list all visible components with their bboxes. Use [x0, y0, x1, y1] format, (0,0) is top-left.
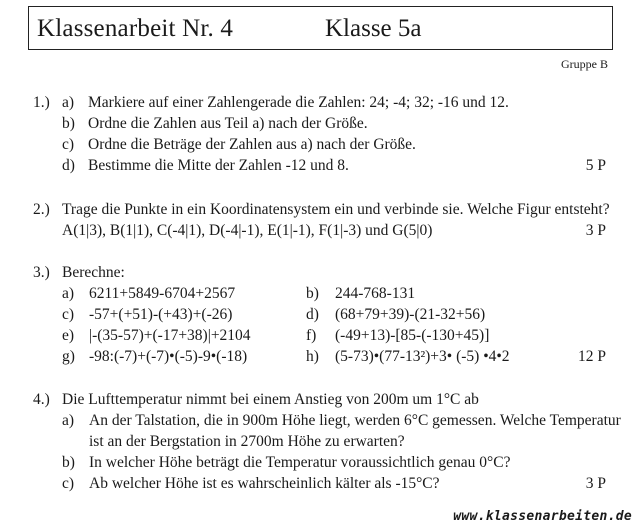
task-4c-label: c) — [62, 475, 75, 492]
task-3b-label: b) — [306, 285, 319, 302]
task-3f-label: f) — [306, 327, 317, 344]
task-3h-label: h) — [306, 348, 319, 365]
task-1a-text: Markiere auf einer Zahlengerade die Zahlen: 24; -4; 32; -16 und 12. — [88, 94, 509, 111]
task-1-points: 5 P — [585, 157, 606, 174]
task-3d-label: d) — [306, 306, 319, 323]
task-2-line-2: A(1|3), B(1|1), C(-4|1), D(-4|-1), E(1|-1), F(1|-3) und G(5|0) — [62, 222, 433, 239]
task-3g-label: g) — [62, 348, 75, 365]
task-1c-label: c) — [62, 136, 75, 153]
task-1a-label: a) — [62, 94, 75, 111]
task-3h-text: (5-73)•(77-13²)+3• (-5) •4•2 — [335, 348, 510, 365]
task-4a-label: a) — [62, 412, 75, 429]
task-4-intro: Die Lufttemperatur nimmt bei einem Anstieg von 200m um 1°C ab — [62, 391, 479, 408]
task-1b-text: Ordne die Zahlen aus Teil a) nach der Größe. — [88, 115, 368, 132]
task-3e-label: e) — [62, 327, 75, 344]
task-3e-text: |-(35-57)+(-17+38)|+2104 — [89, 327, 251, 344]
task-1d-label: d) — [62, 157, 75, 174]
task-4b-text: In welcher Höhe beträgt die Temperatur voraussichtlich genau 0°C? — [89, 454, 511, 471]
task-4b-label: b) — [62, 454, 75, 471]
task-3f-text: (-49+13)-[85-(-130+45)] — [335, 327, 490, 344]
task-1c-text: Ordne die Beträge der Zahlen aus a) nach der Größe. — [88, 136, 416, 153]
task-3c-text: -57+(+51)-(+43)+(-26) — [89, 306, 233, 323]
task-1-number: 1.) — [33, 94, 50, 111]
task-3-number: 3.) — [33, 264, 50, 281]
task-3d-text: (68+79+39)-(21-32+56) — [335, 306, 486, 323]
task-3g-text: -98:(-7)+(-7)•(-5)-9•(-18) — [89, 348, 248, 365]
task-3-intro: Berechne: — [62, 264, 125, 281]
task-1d-text: Bestimme die Mitte der Zahlen -12 und 8. — [88, 157, 349, 174]
task-3a-label: a) — [62, 285, 75, 302]
task-4a-text: An der Talstation, die in 900m Höhe liegt, werden 6°C gemessen. Welche Temperatur — [89, 412, 621, 429]
task-2-number: 2.) — [33, 201, 50, 218]
task-4-points: 3 P — [585, 475, 606, 492]
header-box — [28, 6, 613, 50]
task-3c-label: c) — [62, 306, 75, 323]
task-3a-text: 6211+5849-6704+2567 — [89, 285, 236, 302]
task-4c-text: Ab welcher Höhe ist es wahrscheinlich kälter als -15°C? — [89, 475, 440, 492]
task-4-number: 4.) — [33, 391, 50, 408]
task-3b-text: 244-768-131 — [335, 285, 416, 302]
task-2-points: 3 P — [585, 222, 606, 239]
task-3-points: 12 P — [578, 348, 606, 365]
page-title: Klassenarbeit Nr. 4 — [37, 15, 234, 42]
class-label: Klasse 5a — [325, 15, 422, 42]
group-label: Gruppe B — [561, 57, 608, 71]
source-watermark: www.klassenarbeiten.de — [453, 509, 632, 524]
task-4a-text-2: ist an der Bergstation in 2700m Höhe zu erwarten? — [89, 433, 405, 450]
task-2-line-1: Trage die Punkte in ein Koordinatensystem ein und verbinde sie. Welche Figur entsteht? — [62, 201, 610, 218]
task-1b-label: b) — [62, 115, 75, 132]
